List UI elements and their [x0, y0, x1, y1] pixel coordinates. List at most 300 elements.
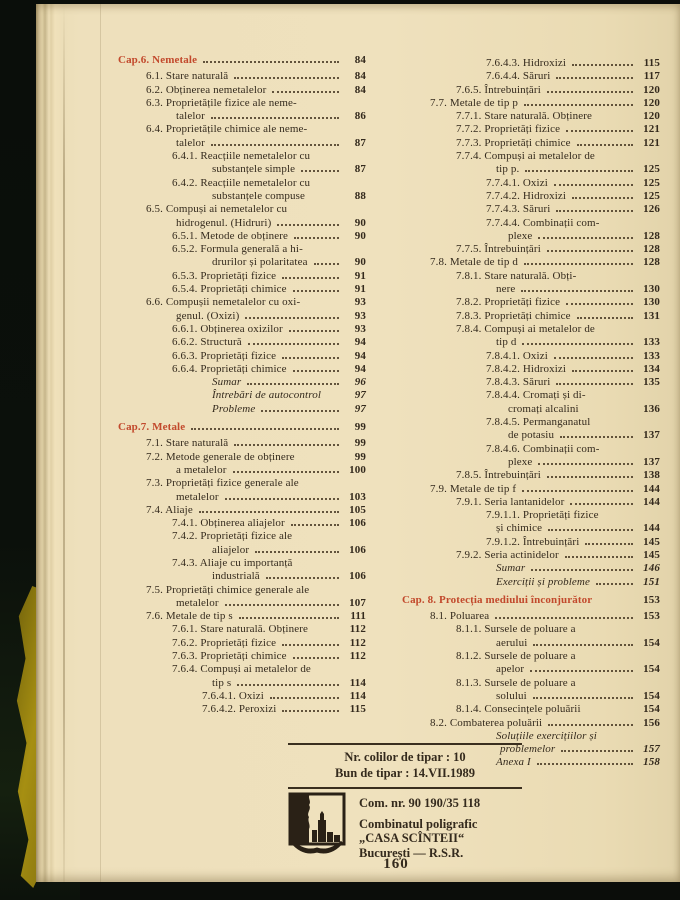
dot-leader [211, 117, 339, 119]
dot-leader [547, 250, 633, 252]
toc-entry-title: 7.4.3. Aliaje cu importanță [172, 556, 293, 569]
toc-entry-page-number: 106 [349, 570, 366, 583]
toc-entry-page-number: 106 [349, 543, 366, 556]
toc-entry-title: nere [496, 283, 516, 296]
toc-column-right [402, 57, 660, 770]
toc-entry-page-number: 99 [354, 437, 366, 450]
toc-entry-title: cromați alcalini [508, 402, 579, 415]
toc-entry-page-number: 90 [354, 256, 366, 269]
toc-entry-title: 7.4. Aliaje [146, 503, 193, 516]
toc-entry-title: 6.5.3. Proprietăți fizice [172, 269, 277, 282]
toc-entry [402, 677, 660, 690]
toc-entry-page-number: 88 [354, 189, 366, 202]
toc-entry-title: plexe [508, 455, 533, 468]
toc-entry-title: 7.7.2. Proprietăți fizice [456, 123, 561, 136]
toc-entry-page-number: 144 [643, 495, 660, 508]
toc-entry [402, 190, 660, 203]
toc-entry-page-number: 154 [643, 689, 660, 702]
toc-entry-title: 7.8.4. Compuși ai metalelor de [456, 322, 595, 335]
dot-leader [293, 370, 339, 372]
toc-entry-title: 8.1.3. Sursele de poluare a [456, 676, 576, 689]
toc-entry [118, 517, 366, 530]
toc-entry [118, 110, 366, 123]
toc-entry [402, 496, 660, 509]
toc-entry [402, 57, 660, 70]
toc-entry-page-number: 144 [643, 482, 660, 495]
toc-entry-page-number: 145 [643, 535, 660, 548]
dot-leader [556, 77, 633, 79]
toc-entry-page-number: 145 [643, 548, 660, 561]
dot-leader [577, 144, 633, 146]
toc-chapter-entry [118, 54, 366, 67]
toc-entry-title: Probleme [212, 402, 256, 415]
dot-leader [572, 370, 633, 372]
toc-entry [118, 677, 366, 690]
toc-entry [402, 217, 660, 230]
toc-entry-page-number: 114 [349, 676, 366, 689]
open-book-building-icon [288, 792, 348, 858]
toc-entry [402, 137, 660, 150]
toc-entry-title: tip d [496, 336, 517, 349]
dot-leader [291, 524, 339, 526]
toc-entry-page-number: 130 [643, 283, 660, 296]
print-sheets-line: Nr. colilor de tipar : 10 [344, 750, 466, 764]
toc-entry [118, 350, 366, 363]
publisher-name-line: Combinatul poligrafic [359, 816, 478, 831]
dot-leader [525, 170, 633, 172]
toc-entry-page-number: 87 [354, 163, 366, 176]
toc-entry-page-number: 91 [354, 269, 366, 282]
dot-leader [522, 343, 633, 345]
toc-entry-page-number: 151 [643, 575, 660, 588]
toc-entry-page-number: 105 [349, 503, 366, 516]
dot-leader [293, 290, 339, 292]
toc-entry-page-number: 136 [643, 402, 660, 415]
dot-leader [538, 237, 633, 239]
toc-entry-title: aerului [496, 636, 528, 649]
toc-entry [402, 509, 660, 522]
toc-entry [118, 137, 366, 150]
toc-entry [402, 323, 660, 336]
toc-entry [118, 296, 366, 309]
dot-leader [577, 317, 633, 319]
toc-entry-title: 6.3. Proprietățile fizice ale neme- [146, 96, 297, 109]
toc-entry-title: Sumar [496, 562, 526, 575]
publisher-city-line: București — R.S.R. [359, 845, 464, 860]
toc-entry-page-number: 120 [643, 83, 660, 96]
toc-entry-page-number: 93 [354, 309, 366, 322]
toc-entry [118, 70, 366, 83]
toc-entry-title: 7.8.5. Întrebuințări [456, 469, 541, 482]
toc-entry-title: 7.7.4. Compuși ai metalelor de [456, 150, 595, 163]
toc-entry [118, 597, 366, 610]
dot-leader [282, 277, 339, 279]
toc-entry [402, 690, 660, 703]
toc-entry [402, 623, 660, 636]
toc-column-left [118, 54, 366, 717]
dot-leader [566, 303, 633, 305]
toc-entry [402, 650, 660, 663]
toc-entry-page-number: 84 [354, 83, 366, 96]
toc-entry-page-number: 91 [354, 283, 366, 296]
toc-entry-title: 7.7.3. Proprietăți chimice [456, 136, 571, 149]
print-date-line: Bun de tipar : 14.VII.1989 [334, 765, 476, 780]
dot-leader [524, 104, 633, 106]
toc-entry-title: 6.2. Obținerea nemetalelor [146, 83, 267, 96]
toc-entry-page-number: 156 [643, 716, 660, 729]
toc-entry-title: 7.6.4.2. Peroxizi [202, 703, 277, 716]
toc-entry-title: 7.6.4.4. Săruri [486, 70, 551, 83]
toc-entry [402, 296, 660, 309]
dot-leader [225, 498, 339, 500]
toc-entry-page-number: 103 [349, 490, 366, 503]
toc-entry [118, 637, 366, 650]
publisher-order-number: Com. nr. 90 190/35 118 [359, 796, 481, 810]
toc-entry [118, 623, 366, 636]
toc-entry [118, 690, 366, 703]
toc-entry [402, 376, 660, 389]
toc-entry-title: 7.8. Metale de tip d [430, 256, 518, 269]
toc-entry-page-number: 154 [643, 636, 660, 649]
toc-entry-page-number: 154 [643, 703, 660, 716]
dot-leader [572, 197, 633, 199]
toc-entry-page-number: 125 [643, 163, 660, 176]
toc-entry-title: 7.9.1.2. Întrebuințări [486, 535, 580, 548]
toc-entry-title: Soluțiile exercițiilor și [496, 729, 597, 742]
dot-leader [255, 551, 339, 553]
toc-entry [118, 256, 366, 269]
toc-entry-title: 6.5.4. Proprietăți chimice [172, 283, 287, 296]
toc-entry [118, 650, 366, 663]
toc-entry-page-number: 121 [643, 136, 660, 149]
toc-entry-title: 6.6.1. Obținerea oxizilor [172, 322, 283, 335]
toc-entry-page-number: 84 [354, 54, 366, 66]
toc-entry [402, 663, 660, 676]
dot-leader [234, 444, 339, 446]
toc-entry-page-number: 157 [643, 743, 660, 756]
toc-entry-page-number: 137 [643, 429, 660, 442]
toc-entry-title: 6.6. Compușii nemetalelor cu oxi- [146, 296, 301, 309]
toc-entry [402, 562, 660, 575]
toc-entry-title: 6.5.1. Metode de obținere [172, 229, 289, 242]
toc-entry [402, 336, 660, 349]
dot-leader [211, 144, 339, 146]
toc-entry-title: metalelor [176, 490, 219, 503]
toc-entry-title: talelor [176, 136, 205, 149]
toc-entry-page-number: 107 [349, 596, 366, 609]
dot-leader [234, 77, 339, 79]
toc-entry [118, 477, 366, 490]
dot-leader [554, 184, 633, 186]
toc-entry-title: 6.5.2. Formula generală a hi- [172, 243, 303, 256]
toc-entry-page-number: 112 [349, 623, 366, 636]
dot-leader [277, 224, 339, 226]
toc-entry-page-number: 94 [354, 336, 366, 349]
toc-entry-page-number: 128 [643, 256, 660, 269]
dot-leader [282, 357, 339, 359]
toc-entry [118, 389, 366, 402]
toc-entry [402, 243, 660, 256]
dot-leader [570, 503, 633, 505]
toc-entry [402, 177, 660, 190]
toc-entry-title: 7.6.5. Întrebuințări [456, 83, 541, 96]
toc-entry-title: 7.8.4.5. Permanganatul [486, 416, 591, 429]
toc-entry-title: 7.8.4.1. Oxizi [486, 349, 548, 362]
toc-entry [402, 416, 660, 429]
toc-entry-title: Cap.6. Nemetale [118, 54, 198, 66]
toc-entry [402, 389, 660, 402]
toc-entry-page-number: 153 [643, 593, 660, 606]
print-info-box [288, 743, 522, 789]
toc-entry-title: a metalelor [176, 463, 227, 476]
toc-entry [402, 123, 660, 136]
toc-entry [402, 403, 660, 416]
toc-entry [118, 570, 366, 583]
toc-entry-page-number: 106 [349, 517, 366, 530]
toc-entry-title: drurilor și polaritatea [212, 256, 308, 269]
toc-entry-title: 7.6.3. Proprietăți chimice [172, 650, 287, 663]
toc-entry [118, 283, 366, 296]
toc-entry-title: 7.6.4. Compuși ai metalelor de [172, 663, 311, 676]
toc-entry-page-number: 93 [354, 296, 366, 309]
toc-entry [118, 663, 366, 676]
toc-entry-page-number: 158 [643, 756, 660, 769]
toc-entry-page-number: 138 [643, 469, 660, 482]
dot-leader [272, 91, 339, 93]
toc-entry [402, 270, 660, 283]
toc-entry [118, 336, 366, 349]
dot-leader [289, 330, 339, 332]
toc-entry-page-number: 97 [354, 389, 366, 402]
toc-entry-title: Cap. 8. Protecția mediului înconjurător [402, 593, 593, 606]
toc-entry-page-number: 120 [643, 96, 660, 109]
dot-leader [233, 471, 340, 473]
dot-leader [282, 644, 339, 646]
dot-leader [548, 724, 633, 726]
toc-entry [402, 310, 660, 323]
toc-entry-title: tip p. [496, 163, 520, 176]
toc-entry-title: 7.6. Metale de tip s [146, 610, 233, 623]
toc-entry-page-number: 137 [643, 455, 660, 468]
toc-entry-title: 7.7.4.4. Combinații com- [486, 216, 600, 229]
toc-entry-title: 7.7. Metale de tip p [430, 96, 518, 109]
toc-entry-title: 7.7.4.1. Oxizi [486, 176, 548, 189]
dot-leader [596, 583, 633, 585]
toc-entry-page-number: 120 [643, 110, 660, 123]
toc-entry [118, 557, 366, 570]
toc-entry [402, 610, 660, 623]
toc-entry-title: Anexa I [496, 756, 531, 769]
toc-entry-page-number: 94 [354, 349, 366, 362]
toc-entry-page-number: 93 [354, 322, 366, 335]
toc-entry-title: hidrogenul. (Hidruri) [176, 216, 272, 229]
toc-entry [402, 203, 660, 216]
toc-entry-page-number: 135 [643, 376, 660, 389]
dot-leader [294, 237, 339, 239]
dot-leader [585, 543, 633, 545]
toc-entry-page-number: 128 [643, 229, 660, 242]
toc-entry-page-number: 96 [354, 376, 366, 389]
dot-leader [266, 577, 339, 579]
toc-entry-title: Exerciții și probleme [496, 575, 590, 588]
toc-entry-page-number: 153 [643, 610, 660, 623]
toc-entry-page-number: 133 [643, 336, 660, 349]
dot-leader [191, 428, 339, 430]
toc-entry [402, 522, 660, 535]
toc-entry [118, 310, 366, 323]
toc-entry [402, 717, 660, 730]
toc-entry-page-number: 154 [643, 663, 660, 676]
toc-entry [118, 451, 366, 464]
toc-entry-page-number: 128 [643, 243, 660, 256]
toc-entry-title: Sumar [212, 376, 242, 389]
toc-entry [402, 456, 660, 469]
toc-entry [118, 203, 366, 216]
dot-leader [261, 410, 339, 412]
toc-entry-title: 7.6.4.3. Hidroxizi [486, 57, 567, 69]
toc-entry-title: 6.1. Stare naturală [146, 70, 229, 83]
toc-entry [118, 464, 366, 477]
toc-entry [118, 123, 366, 136]
toc-entry [402, 70, 660, 83]
toc-entry-page-number: 90 [354, 229, 366, 242]
toc-entry-title: 7.9.1. Seria lantanidelor [456, 495, 565, 508]
toc-entry-title: 8.1.1. Sursele de poluare a [456, 623, 576, 636]
dot-leader [556, 383, 633, 385]
toc-entry [118, 491, 366, 504]
dot-leader [560, 436, 633, 438]
toc-entry-title: 7.2. Metode generale de obținere [146, 450, 295, 463]
toc-entry-title: 6.6.2. Structură [172, 336, 242, 349]
toc-entry [402, 429, 660, 442]
toc-entry-title: 6.6.4. Proprietăți chimice [172, 362, 287, 375]
toc-entry-title: genul. (Oxizi) [176, 309, 240, 322]
toc-entry-title: 8.1.4. Consecințele poluării [456, 703, 581, 716]
toc-entry [402, 549, 660, 562]
toc-entry [402, 256, 660, 269]
toc-entry [402, 703, 660, 716]
toc-entry-title: 7.9.2. Seria actinidelor [456, 548, 559, 561]
toc-entry [118, 703, 366, 716]
dot-leader [554, 357, 633, 359]
toc-entry [402, 730, 660, 743]
toc-entry [118, 544, 366, 557]
toc-entry-page-number: 114 [349, 689, 366, 702]
toc-entry-title: problemelor [500, 743, 556, 756]
dot-leader [301, 170, 339, 172]
toc-entry-title: plexe [508, 229, 533, 242]
toc-entry-title: 8.2. Combaterea poluării [430, 716, 543, 729]
toc-entry-page-number: 131 [643, 309, 660, 322]
toc-entry [118, 403, 366, 416]
toc-entry-page-number: 126 [643, 203, 660, 216]
dot-leader [247, 383, 339, 385]
toc-entry [118, 376, 366, 389]
toc-entry-title: 7.8.4.2. Hidroxizi [486, 362, 567, 375]
dot-leader [572, 64, 633, 66]
toc-entry-title: 7.6.1. Stare naturală. Obținere [172, 623, 308, 636]
toc-entry [402, 110, 660, 123]
toc-entry [118, 363, 366, 376]
toc-entry [118, 530, 366, 543]
dot-leader [522, 490, 633, 492]
toc-entry [402, 483, 660, 496]
toc-entry [118, 584, 366, 597]
toc-entry-title: 7.7.4.2. Hidroxizi [486, 189, 567, 202]
dot-leader [531, 569, 633, 571]
toc-entry-title: 7.5. Proprietăți chimice generale ale [146, 583, 310, 596]
dot-leader [566, 130, 633, 132]
toc-entry [402, 469, 660, 482]
toc-entry-title: și chimice [496, 522, 543, 535]
toc-entry-title: 7.7.1. Stare naturală. Obținere [456, 110, 592, 123]
toc-entry-title: 7.6.4.1. Oxizi [202, 689, 264, 702]
toc-entry-page-number: 134 [643, 362, 660, 375]
toc-entry-page-number: 86 [354, 110, 366, 123]
dot-leader [199, 511, 339, 513]
dot-leader [533, 697, 633, 699]
dot-leader [538, 463, 633, 465]
publisher-block [288, 792, 480, 860]
toc-entry-title: 6.6.3. Proprietăți fizice [172, 349, 277, 362]
toc-entry-title: 7.3. Proprietăți fizice generale ale [146, 477, 299, 490]
toc-entry-title: 7.7.4.3. Săruri [486, 203, 551, 216]
toc-entry-title: 8.1. Poluarea [430, 610, 490, 623]
toc-entry-page-number: 90 [354, 216, 366, 229]
toc-entry-page-number: 133 [643, 349, 660, 362]
toc-entry [118, 163, 366, 176]
toc-entry-page-number: 125 [643, 189, 660, 202]
toc-entry [118, 437, 366, 450]
toc-entry-title: 7.8.2. Proprietăți fizice [456, 296, 561, 309]
dot-leader [239, 617, 339, 619]
toc-entry-page-number: 144 [643, 522, 660, 535]
dot-leader [225, 604, 339, 606]
dot-leader [524, 263, 633, 265]
publisher-house-line: „CASA SCÎNTEII“ [359, 831, 465, 845]
dot-leader [537, 763, 633, 765]
toc-entry-title: Cap.7. Metale [118, 421, 186, 434]
toc-entry-title: Întrebări de autocontrol [212, 389, 321, 402]
toc-entry-title: 6.4.2. Reacțiile nemetalelor cu [172, 176, 311, 189]
dot-leader [270, 697, 339, 699]
toc-entry-title: 7.9. Metale de tip f [430, 482, 517, 495]
toc-entry-page-number: 125 [643, 176, 660, 189]
toc-entry-title: solului [496, 689, 527, 702]
dot-leader [561, 750, 633, 752]
toc-entry [118, 150, 366, 163]
toc-entry-page-number: 87 [354, 136, 366, 149]
toc-entry [118, 217, 366, 230]
toc-entry [402, 536, 660, 549]
toc-entry-title: 6.4. Proprietățile chimice ale neme- [146, 123, 308, 136]
toc-entry-title: 6.5. Compuși ai nemetalelor cu [146, 203, 288, 216]
toc-entry-title: 8.1.2. Sursele de poluare a [456, 650, 576, 663]
toc-entry-title: substanțele compuse [212, 189, 306, 202]
dot-leader [521, 290, 633, 292]
toc-entry-page-number: 84 [354, 70, 366, 83]
toc-entry-title: 6.4.1. Reacțiile nemetalelor cu [172, 150, 311, 163]
book-page [36, 4, 680, 882]
toc-entry [118, 177, 366, 190]
toc-entry [118, 230, 366, 243]
toc-chapter-entry [402, 594, 660, 607]
toc-entry [118, 504, 366, 517]
dot-leader [248, 343, 339, 345]
toc-entry-page-number: 117 [643, 70, 660, 83]
toc-entry-page-number: 112 [349, 636, 366, 649]
dot-leader [548, 529, 633, 531]
